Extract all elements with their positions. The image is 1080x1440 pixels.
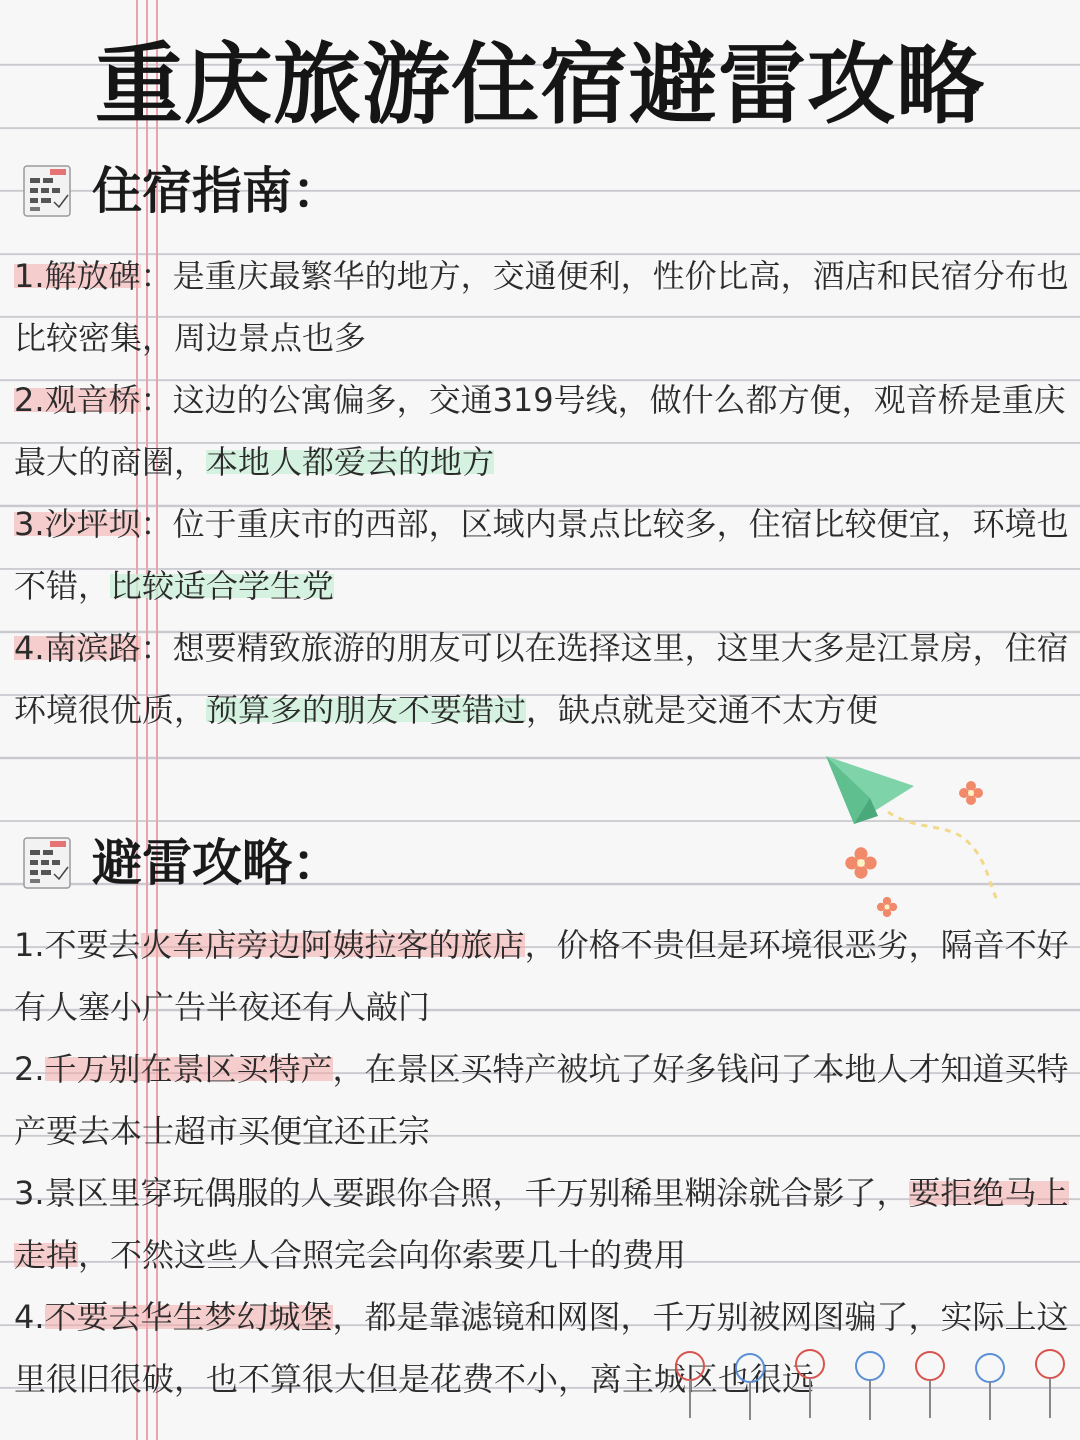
list-item xyxy=(14,369,1076,493)
section-heading-label: 避雷攻略： xyxy=(92,834,342,892)
list-item xyxy=(14,245,1076,369)
district-name: 沙坪坝 xyxy=(44,505,141,543)
item-number: 1. xyxy=(14,926,45,964)
section-heading-label: 住宿指南： xyxy=(92,162,342,220)
highlight-text: 比较适合学生党 xyxy=(110,567,335,605)
highlight-text: 本地人都爱去的地方 xyxy=(206,443,495,481)
item-text: 景区里穿玩偶服的人要跟你合照，千万别稀里糊涂就合影了， xyxy=(44,1174,909,1212)
section-heading-pitfalls xyxy=(18,828,342,898)
item-number: 4. xyxy=(14,629,45,667)
item-text: 这边的公寓偏多，交通319号线，做什么都方便，观音桥是重庆最大的商圈， xyxy=(14,381,1066,481)
highlight-text: 预算多的朋友不要错过 xyxy=(206,691,527,729)
item-text: ，缺点就是交通不太方便 xyxy=(526,691,879,729)
section-heading-lodging xyxy=(18,156,342,226)
district-name: 观音桥 xyxy=(44,381,141,419)
separator: ： xyxy=(140,629,173,667)
district-name: 南滨路 xyxy=(44,629,141,667)
highlight-text: 火车店旁边阿姨拉客的旅店 xyxy=(140,926,525,964)
document-icon xyxy=(18,162,76,220)
separator: ： xyxy=(140,505,173,543)
item-number: 3. xyxy=(14,1174,45,1212)
document-icon xyxy=(18,834,76,892)
item-number: 2. xyxy=(14,381,45,419)
pitfall-tips-list xyxy=(14,914,1076,1410)
list-item xyxy=(14,914,1076,1038)
flower-icon xyxy=(844,846,878,880)
list-item xyxy=(14,617,1076,741)
list-item xyxy=(14,493,1076,617)
paper-plane-icon xyxy=(818,752,1018,912)
item-text: 是重庆最繁华的地方，交通便利，性价比高，酒店和民宿分布也比较密集，周边景点也多 xyxy=(14,257,1069,357)
page-title: 重庆旅游住宿避雷攻略 xyxy=(94,33,985,136)
item-text: ，在景区买特产被坑了好多钱问了本地人才知道买特产要去本士超市买便宜还正宗 xyxy=(14,1050,1069,1150)
flower-icon xyxy=(958,780,984,806)
item-text: 不要去 xyxy=(44,926,141,964)
item-text: 位于重庆市的西部，区域内景点比较多，住宿比较便宜，环境也不错， xyxy=(14,505,1069,605)
item-text: ，不然这些人合照完会向你索要几十的费用 xyxy=(78,1236,687,1274)
item-text: ，都是靠滤镜和网图，千万别被网图骗了，实际上这里很旧很破，也不算很大但是花费不小，离主城区也很远 xyxy=(14,1298,1069,1398)
item-number: 2. xyxy=(14,1050,45,1088)
kids-doodle xyxy=(660,1338,1080,1438)
item-number: 4. xyxy=(14,1298,45,1336)
highlight-text: 要拒绝马上走掉 xyxy=(14,1174,1069,1274)
highlight-text: 不要去华生梦幻城堡 xyxy=(44,1298,333,1336)
item-text: ，价格不贵但是环境很恶劣，隔音不好有人塞小广告半夜还有人敲门 xyxy=(14,926,1069,1026)
lodging-guide-list xyxy=(14,245,1076,741)
list-item xyxy=(14,1162,1076,1286)
district-name: 解放碑 xyxy=(44,257,141,295)
item-number: 1. xyxy=(14,257,45,295)
item-text: 想要精致旅游的朋友可以在选择这里，这里大多是江景房，住宿环境很优质， xyxy=(14,629,1069,729)
list-item xyxy=(14,1038,1076,1162)
separator: ： xyxy=(140,257,173,295)
highlight-text: 千万别在景区买特产 xyxy=(44,1050,333,1088)
item-number: 3. xyxy=(14,505,45,543)
separator: ： xyxy=(140,381,173,419)
